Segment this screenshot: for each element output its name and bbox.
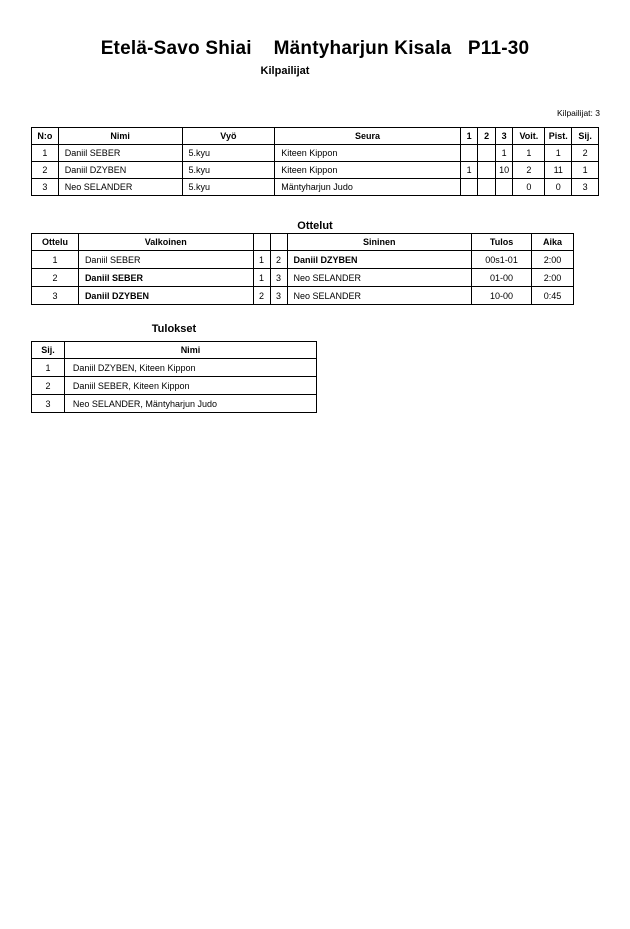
column-header-club: Seura <box>275 128 461 145</box>
cell-blue-name: Neo SELANDER <box>287 269 472 287</box>
cell-match-2 <box>478 179 496 196</box>
cell-time: 2:00 <box>532 269 574 287</box>
column-header-points: Pist. <box>545 128 572 145</box>
cell-white-name: Daniil SEBER <box>78 269 253 287</box>
cell-time: 2:00 <box>532 251 574 269</box>
column-header-white-num <box>253 234 270 251</box>
cell-blue-num: 3 <box>270 287 287 305</box>
cell-match-3: 10 <box>495 162 513 179</box>
table-row <box>32 287 574 305</box>
matches-table <box>31 233 574 305</box>
cell-result: 01-00 <box>472 269 532 287</box>
table-row <box>32 359 317 377</box>
cell-points: 0 <box>545 179 572 196</box>
table-row <box>32 269 574 287</box>
table-row <box>32 162 599 179</box>
competitor-count: Kilpailijat: 3 <box>557 108 600 118</box>
table-row <box>32 145 599 162</box>
table-row <box>32 179 599 196</box>
cell-match-1 <box>460 179 478 196</box>
cell-result: 10-00 <box>472 287 532 305</box>
cell-match-1: 1 <box>460 162 478 179</box>
matches-heading: Ottelut <box>297 220 333 232</box>
cell-no: 1 <box>32 145 59 162</box>
cell-match-no: 1 <box>32 251 79 269</box>
cell-result: 00s1-01 <box>472 251 532 269</box>
cell-no: 3 <box>32 179 59 196</box>
column-header-no: N:o <box>32 128 59 145</box>
table-header-row <box>32 234 574 251</box>
cell-belt: 5.kyu <box>182 145 275 162</box>
cell-rank: 1 <box>572 162 599 179</box>
column-header-rank: Sij. <box>32 342 65 359</box>
column-header-rank: Sij. <box>572 128 599 145</box>
cell-wins: 1 <box>513 145 545 162</box>
cell-points: 11 <box>545 162 572 179</box>
table-row <box>32 251 574 269</box>
cell-match-no: 2 <box>32 269 79 287</box>
column-header-name: Nimi <box>58 128 182 145</box>
cell-rank: 3 <box>32 395 65 413</box>
column-header-wins: Voit. <box>513 128 545 145</box>
cell-club: Kiteen Kippon <box>275 145 461 162</box>
cell-white-name: Daniil DZYBEN <box>78 287 253 305</box>
cell-match-2 <box>478 145 496 162</box>
column-header-m2: 2 <box>478 128 496 145</box>
column-header-match-no: Ottelu <box>32 234 79 251</box>
cell-club: Mäntyharjun Judo <box>275 179 461 196</box>
cell-name: Daniil SEBER, Kiteen Kippon <box>64 377 316 395</box>
cell-white-num: 2 <box>253 287 270 305</box>
cell-match-3: 1 <box>495 145 513 162</box>
cell-points: 1 <box>545 145 572 162</box>
column-header-belt: Vyö <box>182 128 275 145</box>
cell-belt: 5.kyu <box>182 162 275 179</box>
cell-belt: 5.kyu <box>182 179 275 196</box>
cell-name: Daniil DZYBEN <box>58 162 182 179</box>
cell-white-num: 1 <box>253 269 270 287</box>
column-header-m3: 3 <box>495 128 513 145</box>
cell-rank: 3 <box>572 179 599 196</box>
tournament-result-sheet <box>0 38 630 929</box>
table-header-row <box>32 128 599 145</box>
cell-no: 2 <box>32 162 59 179</box>
cell-white-name: Daniil SEBER <box>78 251 253 269</box>
results-table <box>31 341 317 413</box>
cell-white-num: 1 <box>253 251 270 269</box>
results-heading: Tulokset <box>151 323 197 335</box>
cell-club: Kiteen Kippon <box>275 162 461 179</box>
cell-wins: 0 <box>513 179 545 196</box>
cell-blue-num: 2 <box>270 251 287 269</box>
cell-match-2 <box>478 162 496 179</box>
column-header-m1: 1 <box>460 128 478 145</box>
cell-rank: 1 <box>32 359 65 377</box>
column-header-time: Aika <box>532 234 574 251</box>
competitors-table <box>31 127 599 196</box>
table-header-row <box>32 342 317 359</box>
cell-wins: 2 <box>513 162 545 179</box>
cell-rank: 2 <box>572 145 599 162</box>
column-header-name: Nimi <box>64 342 316 359</box>
cell-time: 0:45 <box>532 287 574 305</box>
column-header-blue: Sininen <box>287 234 472 251</box>
competitors-heading: Kilpailijat <box>260 65 310 77</box>
cell-blue-name: Daniil DZYBEN <box>287 251 472 269</box>
cell-name: Daniil SEBER <box>58 145 182 162</box>
page-title: Etelä-Savo Shiai Mäntyharjun Kisala P11-30 <box>100 38 530 59</box>
cell-name: Daniil DZYBEN, Kiteen Kippon <box>64 359 316 377</box>
cell-match-no: 3 <box>32 287 79 305</box>
cell-name: Neo SELANDER, Mäntyharjun Judo <box>64 395 316 413</box>
cell-blue-name: Neo SELANDER <box>287 287 472 305</box>
table-row <box>32 395 317 413</box>
cell-name: Neo SELANDER <box>58 179 182 196</box>
table-row <box>32 377 317 395</box>
cell-match-1 <box>460 145 478 162</box>
cell-rank: 2 <box>32 377 65 395</box>
column-header-result: Tulos <box>472 234 532 251</box>
column-header-white: Valkoinen <box>78 234 253 251</box>
cell-blue-num: 3 <box>270 269 287 287</box>
cell-match-3 <box>495 179 513 196</box>
column-header-blue-num <box>270 234 287 251</box>
